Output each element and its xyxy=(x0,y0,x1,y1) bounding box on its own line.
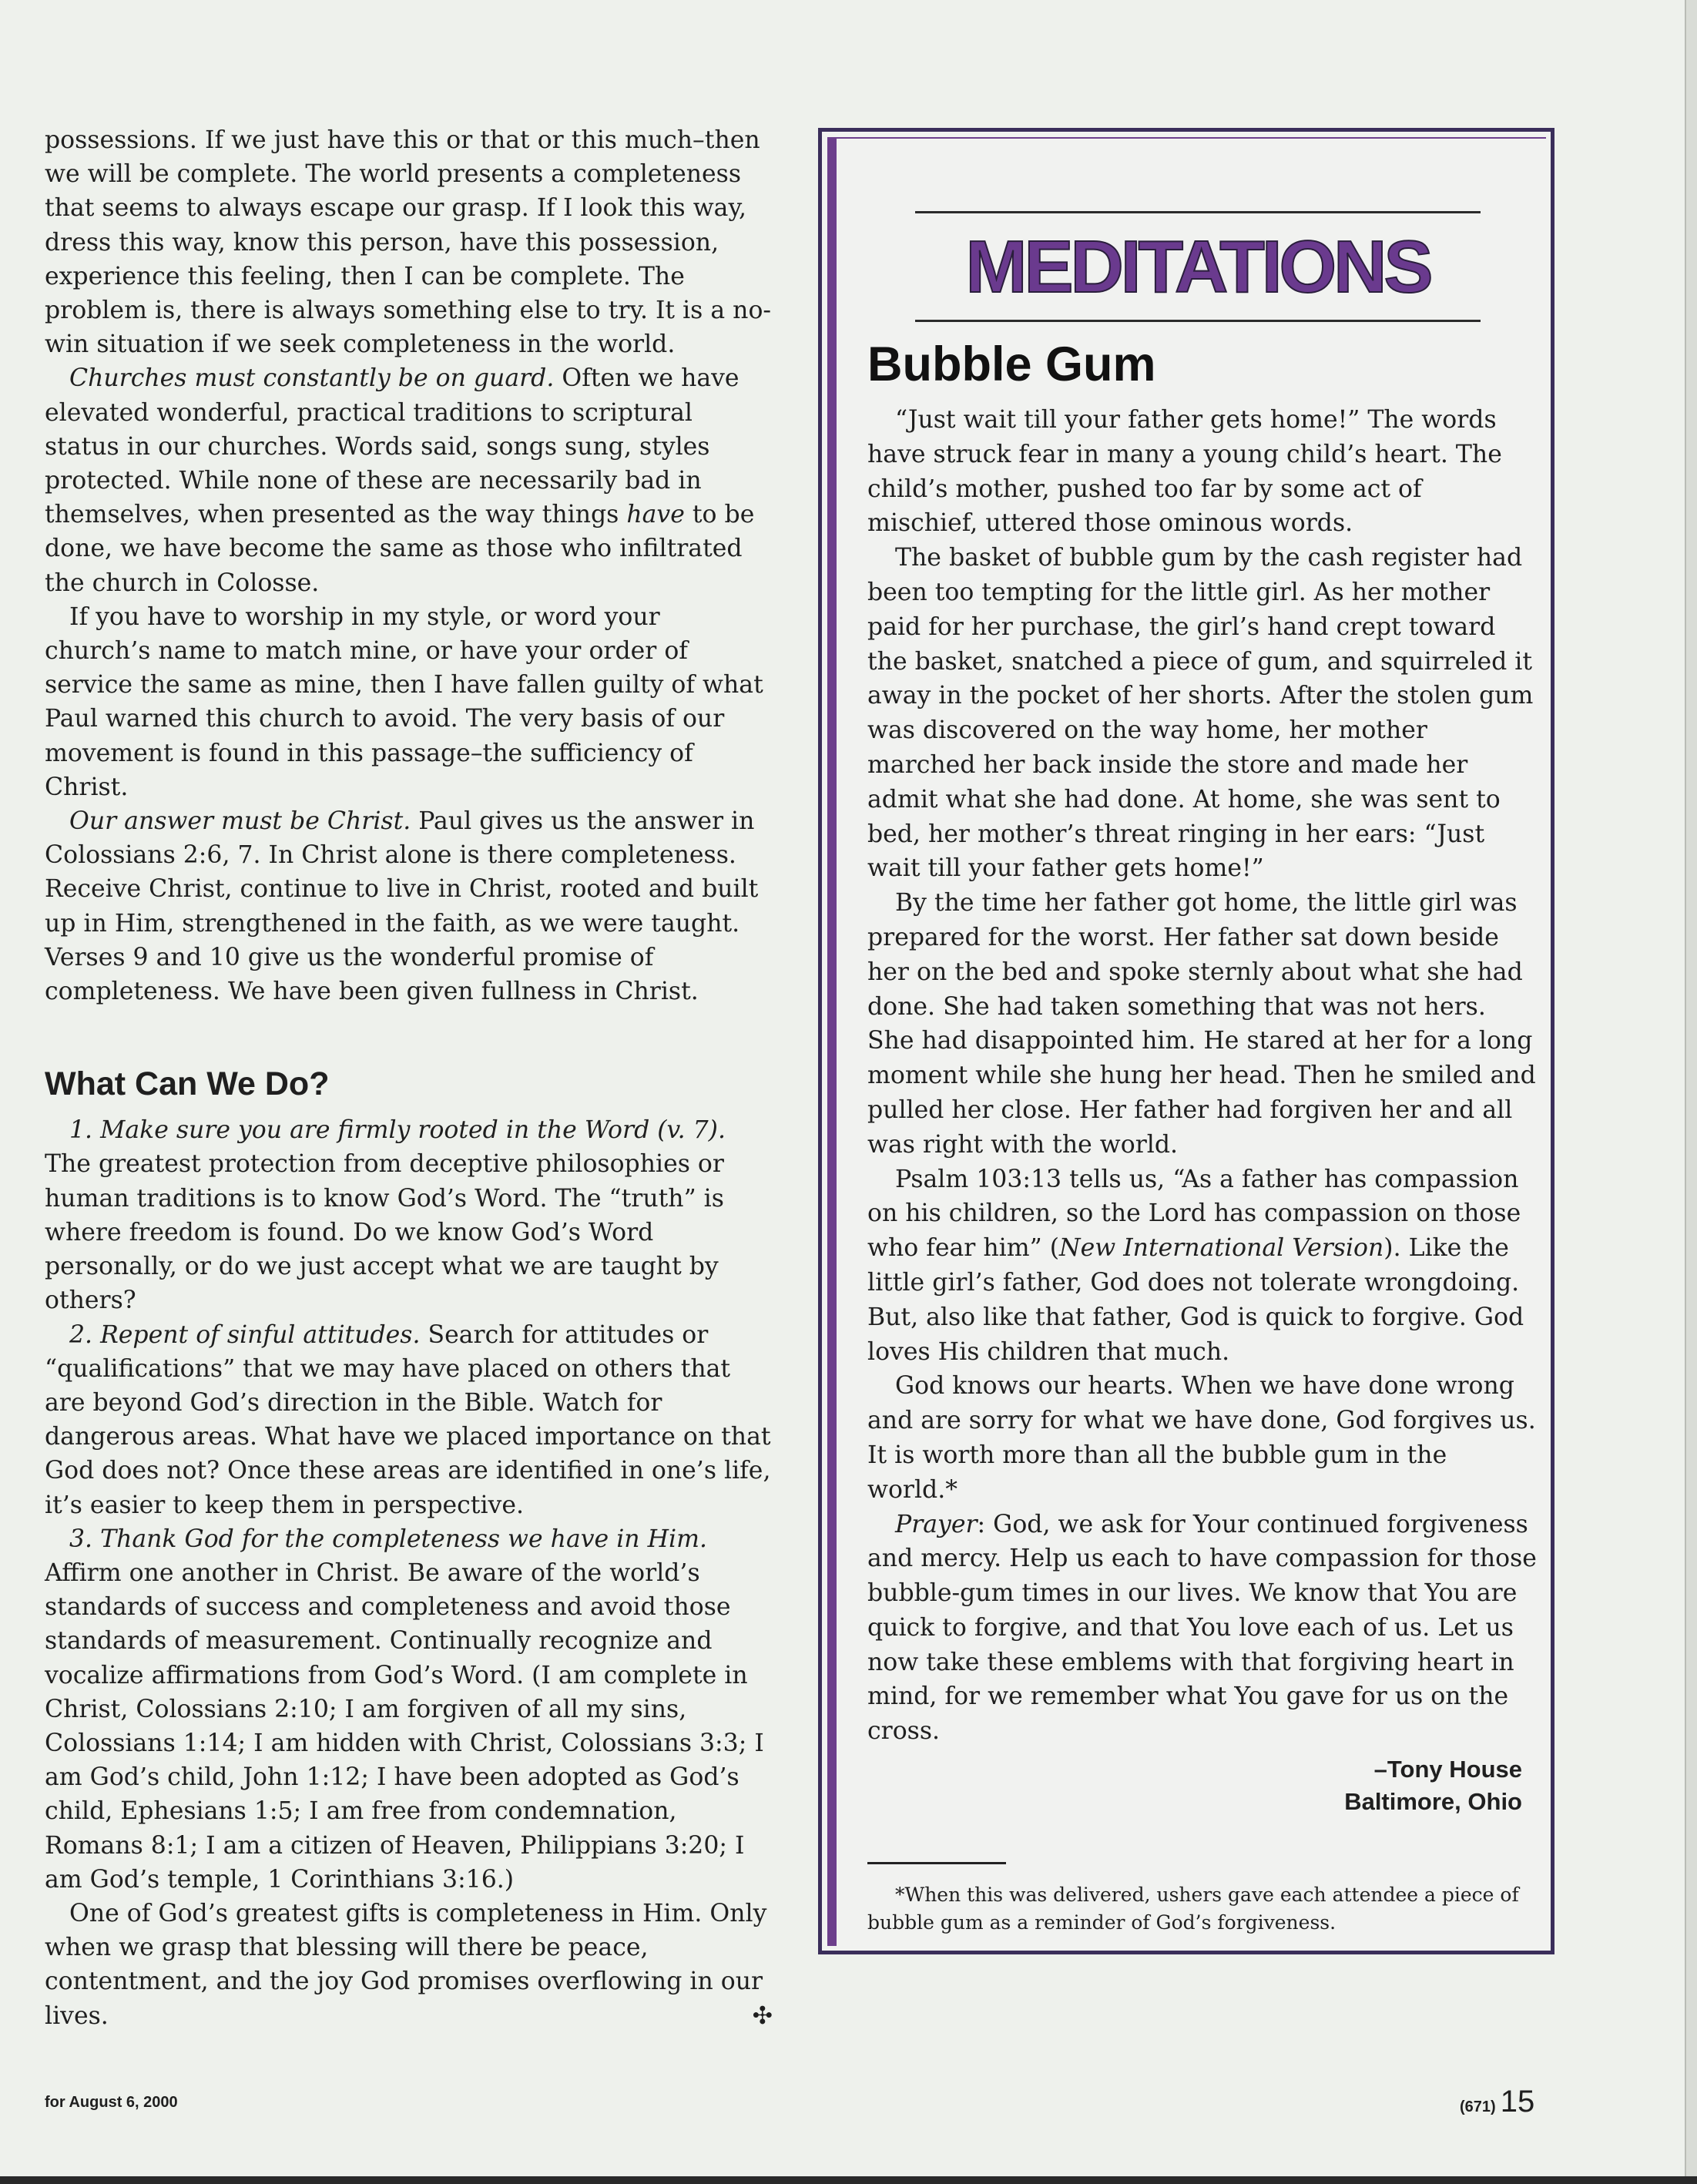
point-lead: 2. Repent of sinful attitudes. xyxy=(69,1320,421,1349)
point-text: Search for attitudes or “qualifications” that we may have placed on others that are beyond God’s direction in the Bible. Watch for dangerous areas. What have we placed importance on that God does not? Once these areas are identified in one’s life, it’s easier to keep them in perspective. xyxy=(45,1320,771,1519)
closing-text: One of God’s greatest gifts is completeness in Him. Only when we grasp that blessing will there be peace, contentment, and the joy God promises overflowing in our lives. xyxy=(45,1899,767,2030)
psalm-text: Psalm 103:13 tells us, “As a father has compassion on his children, so the Lord has compassion on those who fear him” ( xyxy=(867,1165,1521,1263)
sidebar-inner-frame xyxy=(827,137,1546,1946)
paragraph: possessions. If we just have this or that or this much–then we will be complete. The world presents a completeness that seems to always escape our grasp. If I look this way, dress this way, know this person, have this possession, experience this feeling, then I can be complete. The problem is, there is always something else to try. It is a no-win situation if we seek completeness in the world. xyxy=(45,126,772,359)
meditations-sidebar xyxy=(818,128,1554,1954)
footnote-rule xyxy=(867,1862,1006,1864)
banner-logo: MEDITATIONS xyxy=(965,226,1430,308)
point-item xyxy=(45,1113,773,1317)
emphasis: have xyxy=(626,501,685,529)
sidebar-paragraph: God knows our hearts. When we have done wrong and are sorry for what we have done, God forgives us. It is worth more than all the bubble gum in the world.* xyxy=(867,1372,1536,1504)
footnote: *When this was delivered, ushers gave each attendee a piece of bubble gum as a reminder of God’s forgiveness. xyxy=(867,1884,1519,1934)
author-location: Baltimore, Ohio xyxy=(1344,1788,1522,1816)
signature xyxy=(867,1753,1538,1818)
paragraph: If you have to worship in my style, or word your church’s name to match mine, or have your order of service the same as mine, then I have fallen guilty of what Paul warned this church to avoid. The very basis of our movement is found in this passage–the sufficiency of Christ. xyxy=(45,602,763,801)
sidebar-paragraph xyxy=(867,1162,1538,1370)
point-lead: 3. Thank God for the completeness we have in Him. xyxy=(69,1525,707,1553)
point-text: Affirm one another in Christ. Be aware of the world’s standards of success and completeness and avoid those standards of measurement. Continually recognize and vocalize affirmations from God’s Word. (I am complete in Christ, Colossians 2:10; I am forgiven of all my sins, Colossians 1:14; I am hidden with Christ, Colossians 3:3; I am God’s child, John 1:12; I have been adopted as God’s child, Ephesians 1:5; I am free from condemnation, Romans 8:1; I am a citizen of Heaven, Philippians 3:20; I am God’s temple, 1 Corinthians 3:16.) xyxy=(45,1558,764,1894)
page-bottom-shadow xyxy=(0,2176,1697,2184)
issue-date: for August 6, 2000 xyxy=(45,2094,178,2111)
page-edge xyxy=(1685,0,1697,2184)
paragraph-lead: Churches must constantly be on guard. xyxy=(69,364,555,393)
meditations-banner xyxy=(915,211,1481,322)
sidebar-title: Bubble Gum xyxy=(867,337,1156,391)
sidebar-body xyxy=(867,403,1538,1818)
paragraph-text: to be done, we have become the same as those who infiltrated the church in Colosse. xyxy=(45,501,755,597)
end-mark-icon: ✣ xyxy=(752,2001,773,2030)
author-name: –Tony House xyxy=(1373,1756,1522,1783)
point-lead: 1. Make sure you are firmly rooted in the Word (v. 7). xyxy=(69,1116,726,1145)
prayer-paragraph xyxy=(867,1508,1538,1750)
paragraph-lead: Our answer must be Christ. xyxy=(69,807,411,836)
psalm-text: ). Like the little girl’s father, God does not tolerate wrongdoing. But, also like that father, God is quick to forgive. God loves His children that much. xyxy=(867,1234,1524,1366)
prayer-label: Prayer xyxy=(895,1510,978,1538)
sidebar-paragraph: “Just wait till your father gets home!” The words have struck fear in many a young child’s heart. The child’s mother, pushed too far by some act of mischief, uttered those ominous words. xyxy=(867,406,1502,538)
closing-paragraph xyxy=(45,1897,773,2033)
version-name: New International Version xyxy=(1059,1234,1384,1263)
paragraph-text: Paul gives us the answer in Colossians 2:6, 7. In Christ alone is there completeness. Receive Christ, continue to live in Christ, rooted and built up in Him, strengthened in the faith, as we were taught. Verses 9 and 10 give us the wonderful promise of completeness. We have been given fullness in Christ. xyxy=(45,807,759,1006)
article-column xyxy=(45,123,773,2033)
point-item xyxy=(45,1522,773,1897)
point-text: The greatest protection from deceptive philosophies or human traditions is to know God’s Word. The “truth” is where freedom is found. Do we know God’s Word personally, or do we just accept what we are taught by others? xyxy=(45,1150,724,1315)
prayer-text: : God, we ask for Your continued forgiveness and mercy. Help us each to have compassion for those bubble-gum times in our lives. We know that You are quick to forgive, and that You love each of us. Let us now take these emblems with that forgiving heart in mind, for we remember what You gave for us on the cross. xyxy=(867,1510,1537,1746)
folio-number: (671) xyxy=(1460,2098,1496,2115)
page-footer-number xyxy=(1460,2085,1534,2119)
page-number: 15 xyxy=(1500,2085,1535,2119)
point-item xyxy=(45,1318,773,1522)
paragraph-text: Often we have elevated wonderful, practical traditions to scriptural status in our churches. Words said, songs sung, styles protected. While none of these are necessarily bad in themselves, when presented as the way things xyxy=(45,364,740,529)
section-heading: What Can We Do? xyxy=(45,1065,330,1103)
paragraph xyxy=(45,804,773,1008)
paragraph xyxy=(45,361,773,599)
sidebar-paragraph: The basket of bubble gum by the cash register had been too tempting for the little girl. As her mother paid for her purchase, the girl’s hand crept toward the basket, snatched a piece of gum, and squirreled it away in the pocket of her shorts. After the stolen gum was discovered on the way home, her mother marched her back inside the store and made her admit what she had done. At home, she was sent to bed, her mother’s threat ringing in her ears: “Just wait till your father gets home!” xyxy=(867,544,1534,883)
sidebar-paragraph: By the time her father got home, the little girl was prepared for the worst. Her father sat down beside her on the bed and spoke sternly about what she had done. She had taken something that was not hers. She had disappointed him. He stared at her for a long moment while she hung her head. Then he smiled and pulled her close. Her father had forgiven her and all was right with the world. xyxy=(867,889,1536,1159)
